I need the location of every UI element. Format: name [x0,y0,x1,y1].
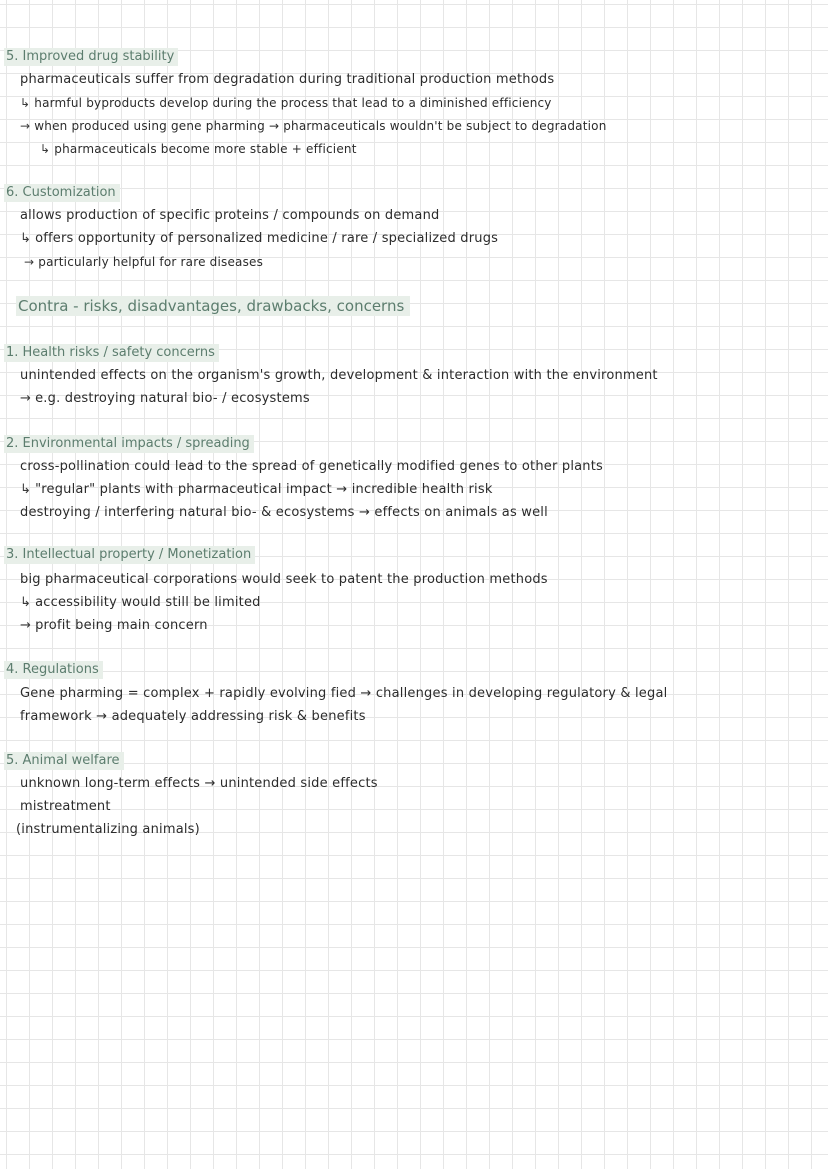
note-line: → when produced using gene pharming → pharmaceuticals wouldn't be subject to degradation [20,119,607,133]
right-arrow-icon: → [20,391,32,406]
note-line: ↳ pharmaceuticals become more stable + efficient [40,142,357,156]
note-line: big pharmaceutical corporations would seek to patent the production methods [20,572,548,587]
right-arrow-icon: → [20,618,32,633]
note-line: framework → adequately addressing risk & benefits [20,709,366,724]
note-line: unintended effects on the organism's growth, development & interaction with the environment [20,368,658,383]
hook-arrow-icon: ↳ [20,231,32,246]
note-line: unknown long-term effects → unintended side effects [20,776,378,791]
note-line: → particularly helpful for rare diseases [24,255,264,269]
note-line: allows production of specific proteins / compounds on demand [20,208,440,223]
section-heading-regulations: 4. Regulations [4,661,103,679]
note-line: ↳ "regular" plants with pharmaceutical impact → incredible health risk [20,482,493,497]
note-line: Gene pharming = complex + rapidly evolving fied → challenges in developing regulatory & legal [20,686,668,701]
contra-section-title: Contra - risks, disadvantages, drawbacks, concerns [16,296,410,316]
hook-arrow-icon: ↳ [20,595,32,610]
right-arrow-icon: → [20,119,31,133]
note-line: (instrumentalizing animals) [16,822,200,837]
note-line: cross-pollination could lead to the spread of genetically modified genes to other plants [20,459,604,474]
hook-arrow-icon: ↳ [40,142,51,156]
hook-arrow-icon: ↳ [20,96,31,110]
note-line: → e.g. destroying natural bio- / ecosystems [20,391,310,406]
section-heading-environmental-impacts: 2. Environmental impacts / spreading [4,435,254,453]
section-heading-drug-stability: 5. Improved drug stability [4,48,178,66]
note-line: → profit being main concern [20,618,208,633]
section-heading-intellectual-property: 3. Intellectual property / Monetization [4,546,255,564]
note-line: pharmaceuticals suffer from degradation during traditional production methods [20,72,555,87]
section-heading-customization: 6. Customization [4,184,120,202]
note-line: ↳ harmful byproducts develop during the process that lead to a diminished efficiency [20,96,552,110]
note-line: ↳ accessibility would still be limited [20,595,261,610]
note-line: ↳ offers opportunity of personalized medicine / rare / specialized drugs [20,231,499,246]
note-line: mistreatment [20,799,111,814]
hook-arrow-icon: ↳ [20,482,32,497]
right-arrow-icon: → [24,255,35,269]
note-line: destroying / interfering natural bio- & ecosystems → effects on animals as well [20,505,548,520]
section-heading-health-risks: 1. Health risks / safety concerns [4,344,219,362]
section-heading-animal-welfare: 5. Animal welfare [4,752,124,770]
